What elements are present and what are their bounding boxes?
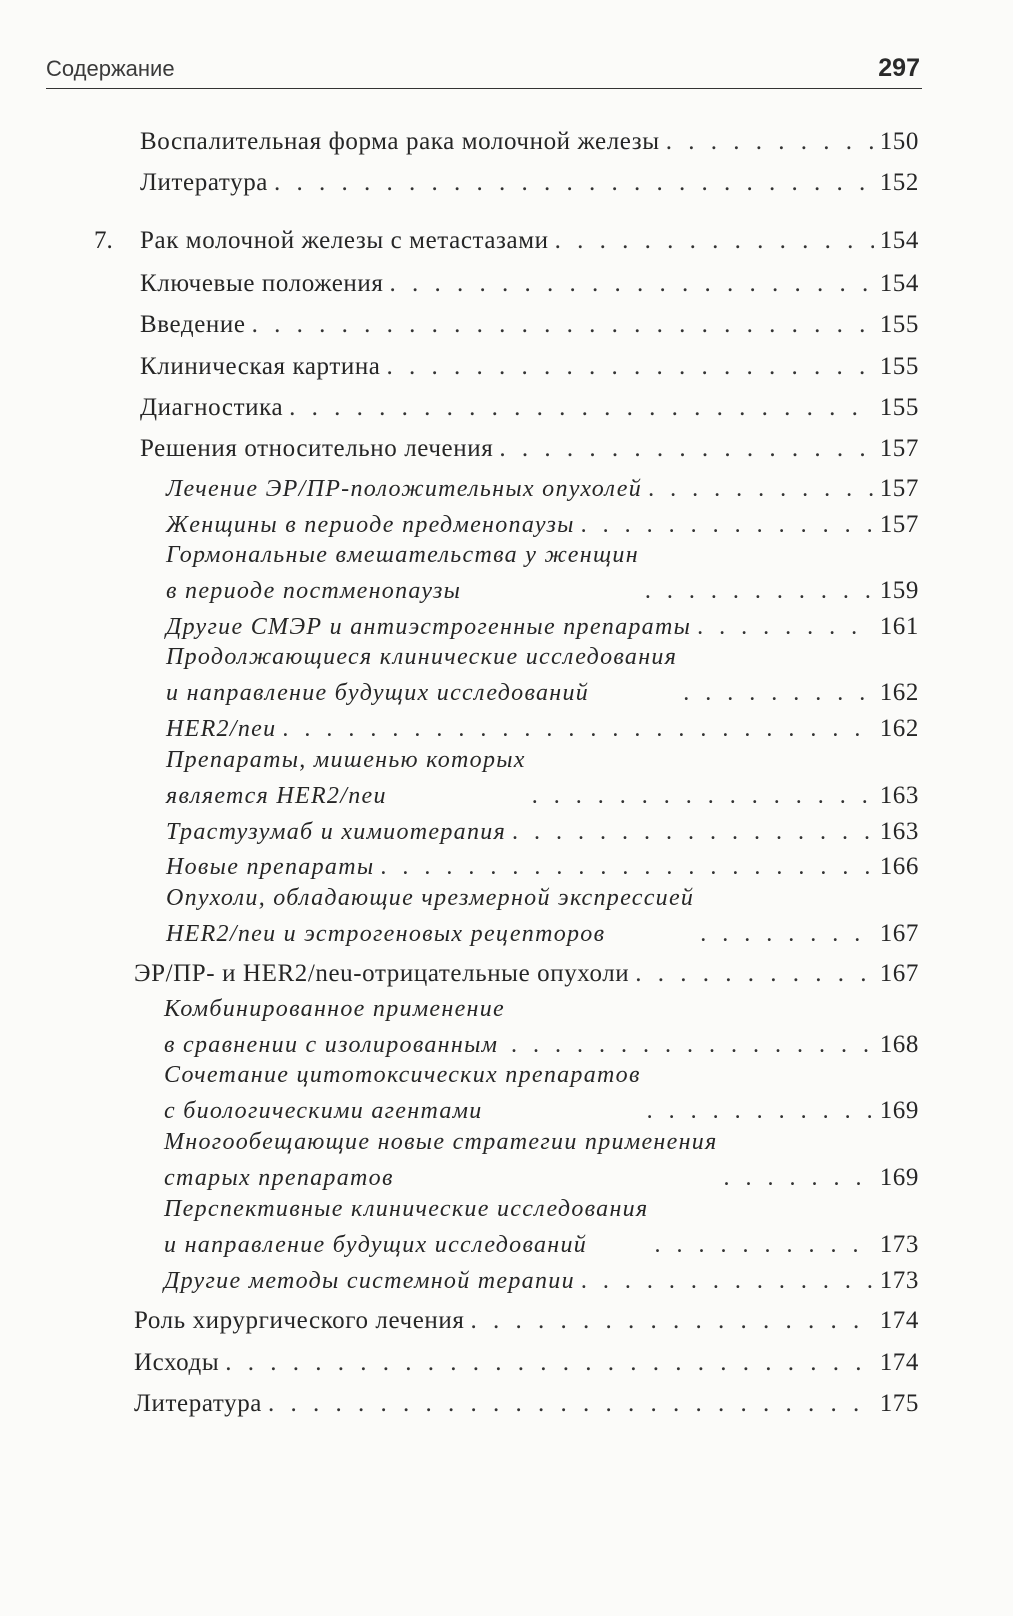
entry-title xyxy=(166,537,639,609)
entry-page: 163 xyxy=(879,818,919,845)
toc-entry[interactable] xyxy=(140,308,919,341)
toc-subentry[interactable] xyxy=(166,880,919,952)
entry-title xyxy=(140,308,246,341)
chapter-title: Рак молочной железы с метастазами xyxy=(140,227,549,254)
dot-leader xyxy=(581,1263,874,1299)
dot-leader xyxy=(654,1227,873,1263)
chapter-page: 154 xyxy=(879,227,919,254)
entry-title xyxy=(164,1124,718,1196)
dot-leader xyxy=(268,1387,874,1420)
entry-page: 152 xyxy=(879,169,919,196)
dot-leader xyxy=(700,916,873,952)
entry-page: 168 xyxy=(879,1031,919,1058)
toc-entry[interactable] xyxy=(140,432,919,465)
entry-title-line: Клиническая картина xyxy=(140,353,381,380)
entry-title-line: в периоде постменопаузы xyxy=(166,578,462,604)
entry-page: 162 xyxy=(879,679,919,706)
entry-title-line: Женщины в периоде предменопаузы xyxy=(166,512,575,538)
entry-page: 163 xyxy=(879,782,919,809)
entry-title xyxy=(166,639,677,711)
toc-entry[interactable] xyxy=(134,957,919,990)
running-head-title: Содержание xyxy=(46,56,175,81)
entry-page: 174 xyxy=(879,1349,919,1376)
dot-leader xyxy=(252,308,874,341)
entry-title xyxy=(134,957,629,990)
entry-title-line: в сравнении с изолированным xyxy=(164,1032,499,1058)
entry-title-line: ЭР/ПР- и HER2/neu-отрицательные опухоли xyxy=(134,960,630,987)
entry-title xyxy=(140,267,384,300)
entry-page: 157 xyxy=(879,511,919,538)
entry-title-line: является HER2/neu xyxy=(166,783,387,809)
entry-title-line: Новые препараты xyxy=(166,854,375,880)
toc-subentry[interactable] xyxy=(164,1263,919,1299)
entry-title-line: старых препаратов xyxy=(164,1165,394,1191)
entry-page: 166 xyxy=(879,853,919,880)
entry-title xyxy=(140,432,493,465)
entry-title xyxy=(134,1304,464,1337)
entry-page: 155 xyxy=(879,353,919,380)
entry-title-line: Решения относительно лечения xyxy=(140,435,494,462)
entry-title xyxy=(164,991,505,1063)
dot-leader xyxy=(648,471,874,507)
entry-title-line: Другие методы системной терапии xyxy=(164,1268,575,1294)
entry-page: 155 xyxy=(879,311,919,338)
entry-title-line: Перспективные клинические исследования xyxy=(164,1196,649,1222)
toc-subentry[interactable] xyxy=(164,991,919,1063)
entry-title xyxy=(166,814,506,850)
entry-page: 155 xyxy=(879,394,919,421)
entry-title xyxy=(166,742,526,814)
entry-title-line: Литература xyxy=(140,169,268,196)
entry-title xyxy=(140,391,283,424)
toc-subentry[interactable] xyxy=(166,814,919,850)
entry-title-line: Ключевые положения xyxy=(140,270,384,297)
toc-entry[interactable] xyxy=(140,391,919,424)
dot-leader xyxy=(683,675,873,711)
toc-subentry[interactable] xyxy=(166,639,919,711)
entry-title xyxy=(166,880,694,952)
dot-leader xyxy=(387,350,874,383)
entry-title-line: HER2/neu и эстрогеновых рецепторов xyxy=(166,921,606,947)
toc-subentry[interactable] xyxy=(164,1124,919,1196)
toc-subentry[interactable] xyxy=(164,1191,919,1263)
dot-leader xyxy=(555,224,874,257)
entry-title xyxy=(140,350,381,383)
entry-title-line: Трастузумаб и химиотерапия xyxy=(166,819,507,845)
toc-subentry[interactable] xyxy=(164,1057,919,1129)
entry-title-line: Опухоли, обладающие чрезмерной экспрессией xyxy=(166,885,695,911)
dot-leader xyxy=(289,391,874,424)
entry-title xyxy=(140,125,660,158)
entry-title-line: с биологическими агентами xyxy=(164,1098,483,1124)
entry-page: 161 xyxy=(879,613,919,640)
entry-title-line: Сочетание цитотоксических препаратов xyxy=(164,1062,641,1088)
toc-entry[interactable] xyxy=(140,166,919,199)
dot-leader xyxy=(532,778,874,814)
toc-subentry[interactable] xyxy=(166,471,919,507)
entry-page: 173 xyxy=(879,1231,919,1258)
dot-leader xyxy=(274,166,874,199)
entry-title-line: Другие СМЭР и антиэстрогенные препараты xyxy=(166,614,692,640)
entry-page: 154 xyxy=(879,270,919,297)
dot-leader xyxy=(666,125,874,158)
entry-title-line: Комбинированное применение xyxy=(164,996,506,1022)
entry-page: 174 xyxy=(879,1307,919,1334)
entry-title xyxy=(140,166,268,199)
dot-leader xyxy=(225,1346,873,1379)
entry-title-line: Продолжающиеся клинические исследования xyxy=(166,644,678,670)
running-head-page-number: 297 xyxy=(878,54,920,82)
entry-title xyxy=(164,1057,641,1129)
toc-entry[interactable] xyxy=(134,1346,919,1379)
entry-title-line: Литература xyxy=(134,1390,262,1417)
entry-title xyxy=(134,1346,219,1379)
entry-title-line: Введение xyxy=(140,311,246,338)
toc-subentry[interactable] xyxy=(166,537,919,609)
entry-title-line: и направление будущих исследований xyxy=(164,1232,588,1258)
dot-leader xyxy=(645,573,874,609)
entry-page: 159 xyxy=(879,577,919,604)
entry-title-line: Воспалительная форма рака молочной железы xyxy=(140,128,660,155)
dot-leader xyxy=(512,814,874,850)
entry-title-line: Многообещающие новые стратегии применения xyxy=(164,1129,718,1155)
dot-leader xyxy=(390,267,874,300)
entry-page: 175 xyxy=(879,1390,919,1417)
dot-leader xyxy=(635,957,873,990)
entry-title xyxy=(166,471,642,507)
entry-page: 169 xyxy=(879,1164,919,1191)
entry-page: 157 xyxy=(879,475,919,502)
entry-title-line: Диагностика xyxy=(140,394,284,421)
entry-title xyxy=(164,1191,648,1263)
entry-title xyxy=(134,1387,262,1420)
entry-page: 157 xyxy=(879,435,919,462)
entry-page: 150 xyxy=(879,128,919,155)
entry-page: 169 xyxy=(879,1097,919,1124)
entry-page: 167 xyxy=(879,960,919,987)
dot-leader xyxy=(499,432,873,465)
entry-title-line: Исходы xyxy=(134,1349,220,1376)
toc-subentry[interactable] xyxy=(166,742,919,814)
toc-entry[interactable] xyxy=(140,125,919,158)
entry-title-line: HER2/neu xyxy=(166,716,277,742)
entry-title-line: Гормональные вмешательства у женщин xyxy=(166,542,639,568)
toc-entry[interactable] xyxy=(140,350,919,383)
entry-title-line: Препараты, мишенью которых xyxy=(166,747,526,773)
entry-title xyxy=(164,1263,575,1299)
entry-title-line: Роль хирургического лечения xyxy=(134,1307,465,1334)
entry-page: 162 xyxy=(879,715,919,742)
entry-title-line: и направление будущих исследований xyxy=(166,680,590,706)
toc-entry[interactable] xyxy=(140,267,919,300)
chapter-entry[interactable] xyxy=(140,224,919,257)
toc-entry[interactable] xyxy=(134,1387,919,1420)
entry-title-line: Лечение ЭР/ПР-положительных опухолей xyxy=(166,476,643,502)
entry-page: 173 xyxy=(879,1267,919,1294)
entry-page: 167 xyxy=(879,920,919,947)
toc-entry[interactable] xyxy=(134,1304,919,1337)
chapter-number: 7. xyxy=(94,227,113,254)
running-head xyxy=(46,50,922,89)
dot-leader xyxy=(470,1304,873,1337)
